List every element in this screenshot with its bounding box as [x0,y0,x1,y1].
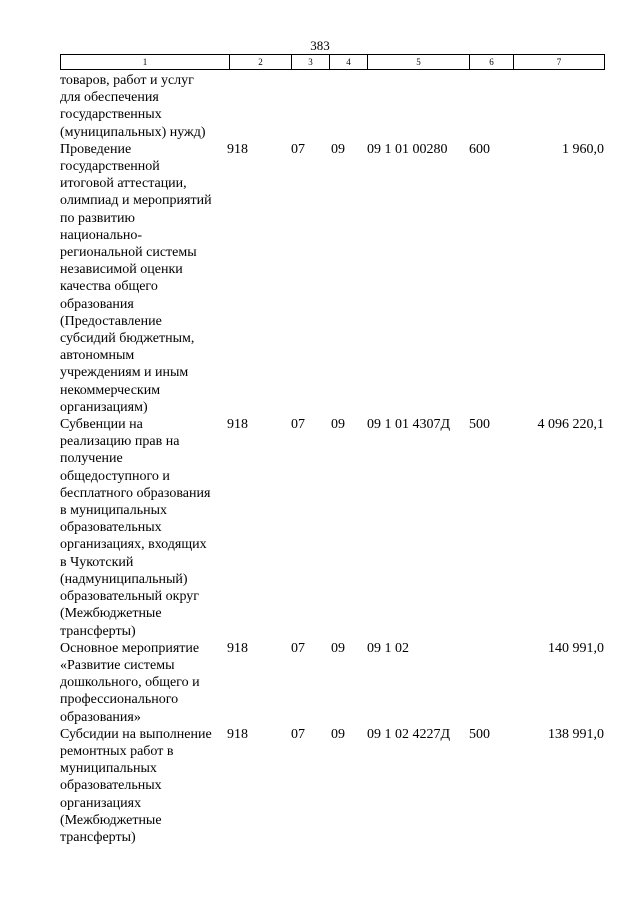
row-name: Субвенции на реализацию прав на получение общедоступного и бесплатного образования в муниципальных образовательных организациях, входящих в Чукотский (надмуниципальный) образовательный округ (Межбюджетные трансферты) [60,417,211,639]
row-target: 09 1 02 [367,640,409,656]
row-amount: 4 096 220,1 [537,417,604,433]
row-target: 09 1 02 4227Д [367,726,451,742]
row-code: 918 [227,640,248,656]
row-subsection: 09 [331,417,345,433]
column-header-4: 4 [330,55,368,70]
column-header-1: 1 [61,55,230,70]
row-code: 918 [227,141,248,157]
column-number-header [60,54,605,70]
column-header-7: 7 [514,55,605,70]
table-row [60,640,604,726]
row-code: 918 [227,417,248,433]
row-section: 07 [291,141,305,157]
row-name: Основное мероприятие «Развитие системы дошкольного, общего и профессионального образования» [60,640,200,725]
page-number: 383 [310,38,330,53]
budget-table-body [60,72,604,846]
column-header-6: 6 [470,55,514,70]
row-subsection: 09 [331,726,345,742]
row-amount: 138 991,0 [548,726,604,742]
row-type: 500 [469,726,490,742]
column-header-2: 2 [230,55,292,70]
row-name: товаров, работ и услуг для обеспечения государственных (муниципальных) нужд) [60,73,206,140]
row-target: 09 1 01 00280 [367,141,448,157]
row-amount: 140 991,0 [548,640,604,656]
row-name: Проведение государственной итоговой аттестации, олимпиад и мероприятий по развитию национально- региональной системы независимой оценки качества общего образования (Предоставление субсидий бюджетным, автономным учреждениям и иным некоммерческим организациям) [60,141,212,415]
column-header-3: 3 [292,55,330,70]
table-row [60,141,604,416]
row-subsection: 09 [331,640,345,656]
column-header-5: 5 [368,55,470,70]
row-section: 07 [291,417,305,433]
table-row [60,726,604,846]
row-name: Субсидии на выполнение ремонтных работ в муниципальных образовательных организациях (Межбюджетные трансферты) [60,726,212,845]
row-section: 07 [291,640,305,656]
row-code: 918 [227,726,248,742]
row-subsection: 09 [331,141,345,157]
table-row [60,416,604,640]
row-type: 500 [469,417,490,433]
row-section: 07 [291,726,305,742]
table-row [60,72,604,141]
row-type: 600 [469,141,490,157]
row-target: 09 1 01 4307Д [367,417,451,433]
row-amount: 1 960,0 [562,141,604,157]
